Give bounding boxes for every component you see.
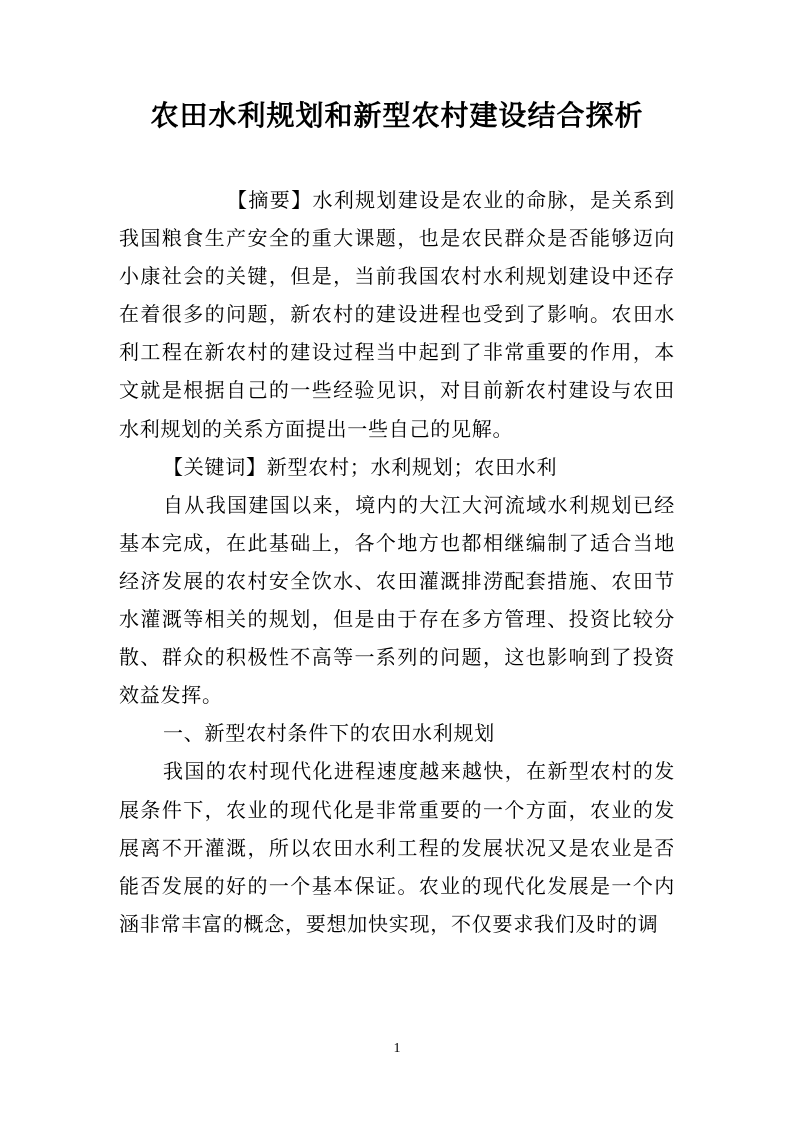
body-paragraph-2: 我国的农村现代化进程速度越来越快，在新型农村的发展条件下，农业的现代化是非常重要的一个方面，农业的发展离不开灌溉，所以农田水利工程的发展状况又是农业是否能否发展的好的一个基本保证。农业的现代化发展是一个内涵非常丰富的概念，要想加快实现，不仅要求我们及时的调 [119, 759, 675, 936]
document-title: 农田水利规划和新型农村建设结合探析 [150, 99, 644, 132]
abstract-label: 【摘要】 [227, 188, 313, 212]
section-heading: 一、新型农村条件下的农田水利规划 [163, 721, 495, 746]
page-number: 1 [393, 1041, 401, 1056]
keywords-paragraph [119, 448, 675, 486]
keywords-text: 新型农村；水利规划；农田水利 [266, 454, 558, 479]
document-body [119, 181, 675, 943]
body-paragraph-1: 自从我国建国以来，境内的大江大河流域水利规划已经基本完成，在此基础上，各个地方也都相继编制了适合当地经济发展的农村安全饮水、农田灌溉排涝配套措施、农田节水灌溉等相关的规划，但是由于存在多方管理、投资比较分散、群众的积极性不高等一系列的问题，这也影响到了投资效益发挥。 [119, 492, 675, 708]
keywords-label: 【关键词】 [163, 454, 267, 479]
abstract-paragraph [119, 181, 675, 448]
abstract-text: 水利规划建设是农业的命脉，是关系到我国粮食生产安全的重大课题，也是农民群众是否能够迈向小康社会的关键，但是，当前我国农村水利规划建设中还存在着很多的问题，新农村的建设进程也受到了影响。农田水利工程在新农村的建设过程当中起到了非常重要的作用，本文就是根据自己的一些经验见识，对目前新农村建设与农田水利规划的关系方面提出一些自己的见解。 [119, 188, 676, 441]
